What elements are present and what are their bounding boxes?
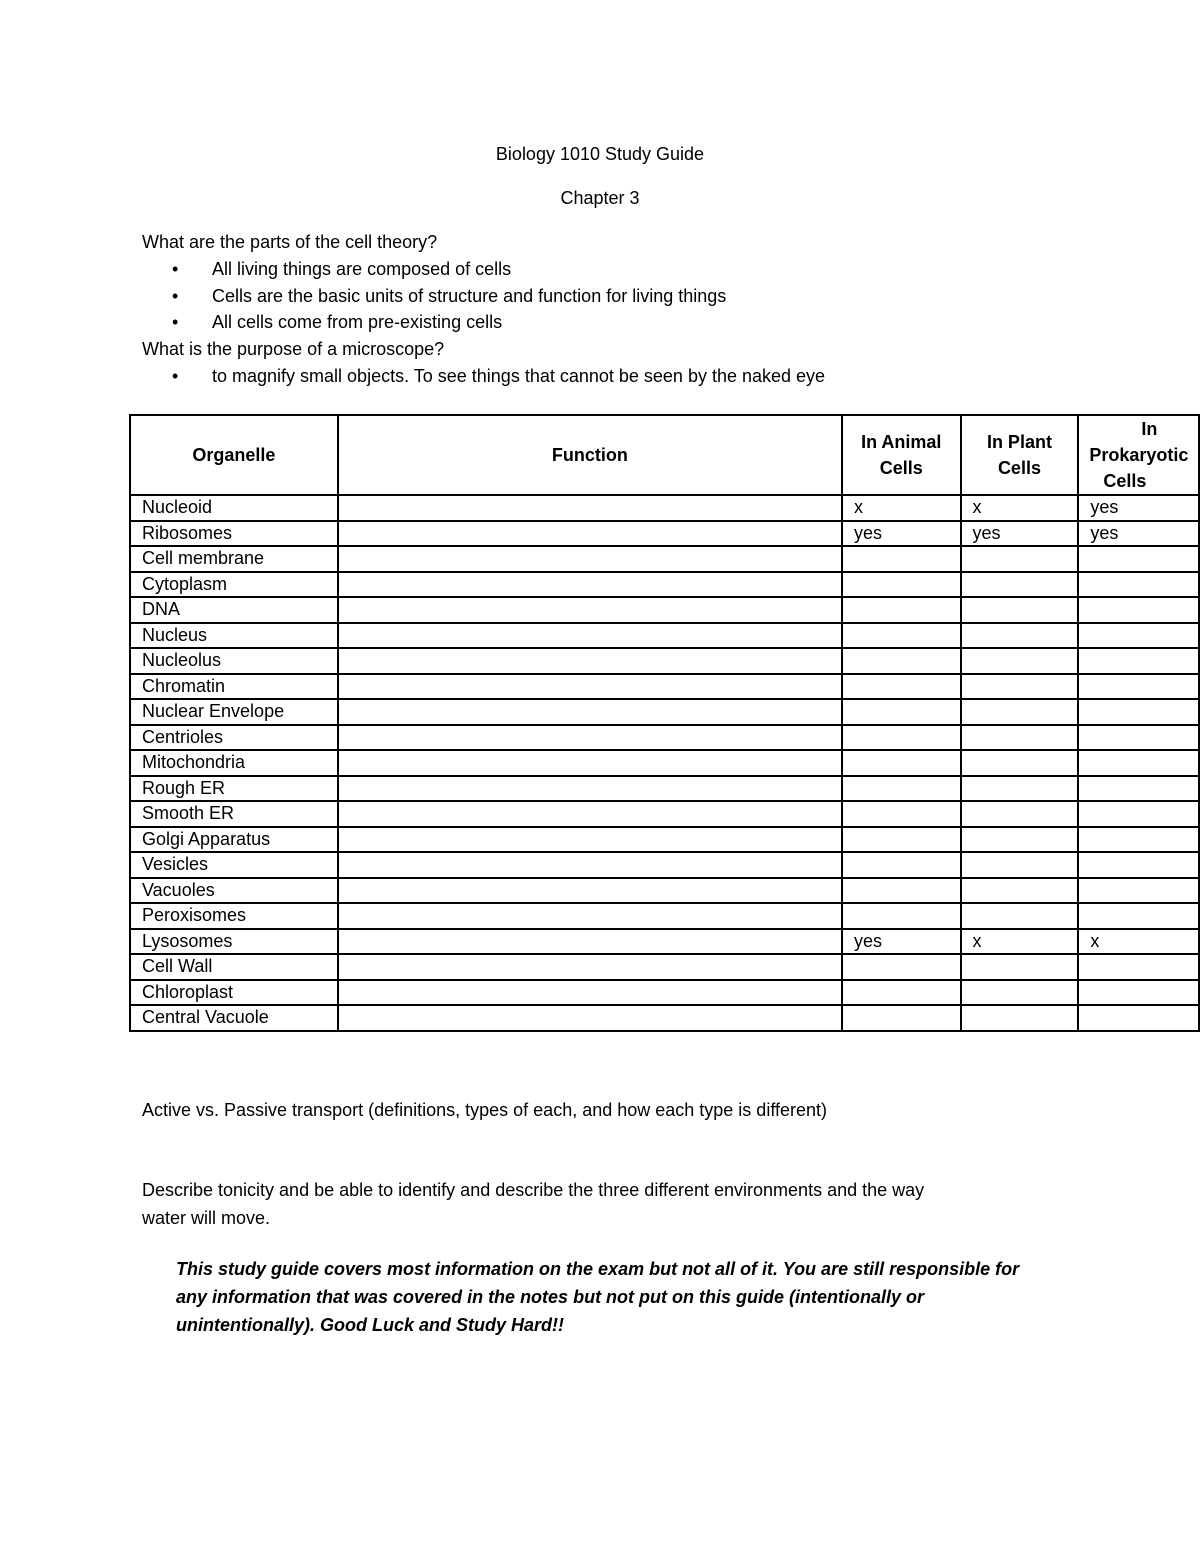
table-row (130, 980, 1199, 1006)
function-cell (338, 954, 842, 980)
table-row (130, 495, 1199, 521)
document-title: Biology 1010 Study Guide (495, 144, 705, 164)
organelle-cell: Central Vacuole (130, 1005, 338, 1031)
function-cell (338, 699, 842, 725)
function-cell (338, 776, 842, 802)
table-row (130, 878, 1199, 904)
table-row (130, 750, 1199, 776)
prokaryotic-cell (1078, 903, 1199, 929)
function-cell (338, 495, 842, 521)
plant-cell (961, 980, 1079, 1006)
organelle-cell: Lysosomes (130, 929, 338, 955)
table-row (130, 929, 1199, 955)
table-row (130, 1005, 1199, 1031)
prokaryotic-cell (1078, 725, 1199, 751)
header-animal-cells: In Animal Cells (842, 415, 961, 495)
bullet-icon: • (172, 366, 179, 386)
header-plant-cells: In Plant Cells (961, 415, 1079, 495)
plant-cell (961, 903, 1079, 929)
prokaryotic-cell: yes (1078, 521, 1199, 547)
table-row (130, 776, 1199, 802)
organelle-cell: Cell Wall (130, 954, 338, 980)
plant-cell: x (961, 495, 1079, 521)
bullet-icon: • (172, 286, 179, 306)
table-row (130, 521, 1199, 547)
organelle-cell: Cell membrane (130, 546, 338, 572)
table-row (130, 597, 1199, 623)
animal-cell (842, 980, 961, 1006)
animal-cell (842, 903, 961, 929)
organelle-cell: Vacuoles (130, 878, 338, 904)
organelle-cell: Chloroplast (130, 980, 338, 1006)
prokaryotic-cell (1078, 597, 1199, 623)
chapter-heading: Chapter 3 (560, 188, 640, 208)
plant-cell (961, 852, 1079, 878)
plant-cell (961, 597, 1079, 623)
header-function: Function (338, 415, 842, 495)
header-prokaryotic-cells: In Prokaryotic Cells (1078, 415, 1199, 495)
animal-cell: yes (842, 929, 961, 955)
function-cell (338, 801, 842, 827)
plant-cell (961, 648, 1079, 674)
function-cell (338, 878, 842, 904)
plant-cell (961, 674, 1079, 700)
plant-cell (961, 572, 1079, 598)
function-cell (338, 852, 842, 878)
tonicity-line: Describe tonicity and be able to identify and describe the three different environments and the way (142, 1180, 925, 1200)
animal-cell (842, 648, 961, 674)
table-row (130, 623, 1199, 649)
organelle-cell: Nucleoid (130, 495, 338, 521)
plant-cell (961, 750, 1079, 776)
prokaryotic-cell (1078, 546, 1199, 572)
table-row (130, 954, 1199, 980)
bullet-text: All cells come from pre-existing cells (212, 312, 503, 332)
animal-cell (842, 572, 961, 598)
function-cell (338, 903, 842, 929)
bullet-text: All living things are composed of cells (212, 259, 512, 279)
animal-cell (842, 954, 961, 980)
animal-cell (842, 1005, 961, 1031)
prokaryotic-cell (1078, 801, 1199, 827)
function-cell (338, 572, 842, 598)
function-cell (338, 1005, 842, 1031)
function-cell (338, 597, 842, 623)
animal-cell (842, 776, 961, 802)
prokaryotic-cell (1078, 954, 1199, 980)
animal-cell: x (842, 495, 961, 521)
plant-cell (961, 1005, 1079, 1031)
animal-cell (842, 750, 961, 776)
function-cell (338, 648, 842, 674)
organelle-cell: Rough ER (130, 776, 338, 802)
organelle-cell: Mitochondria (130, 750, 338, 776)
function-cell (338, 623, 842, 649)
animal-cell (842, 801, 961, 827)
table-row (130, 648, 1199, 674)
function-cell (338, 546, 842, 572)
animal-cell: yes (842, 521, 961, 547)
table-row (130, 827, 1199, 853)
animal-cell (842, 597, 961, 623)
organelle-cell: Smooth ER (130, 801, 338, 827)
prokaryotic-cell (1078, 878, 1199, 904)
header-organelle: Organelle (130, 415, 338, 495)
plant-cell (961, 954, 1079, 980)
table-row (130, 801, 1199, 827)
plant-cell (961, 699, 1079, 725)
table-row (130, 725, 1199, 751)
cell-theory-question: What are the parts of the cell theory? (142, 232, 438, 252)
table-header-row (130, 415, 1199, 495)
prokaryotic-cell (1078, 852, 1199, 878)
plant-cell (961, 827, 1079, 853)
organelle-cell: Cytoplasm (130, 572, 338, 598)
plant-cell (961, 725, 1079, 751)
table-row (130, 546, 1199, 572)
organelle-cell: Peroxisomes (130, 903, 338, 929)
bullet-text: Cells are the basic units of structure and function for living things (212, 286, 727, 306)
animal-cell (842, 699, 961, 725)
plant-cell (961, 546, 1079, 572)
animal-cell (842, 546, 961, 572)
prokaryotic-cell: x (1078, 929, 1199, 955)
bullet-icon: • (172, 259, 179, 279)
prokaryotic-cell (1078, 750, 1199, 776)
plant-cell (961, 623, 1079, 649)
function-cell (338, 980, 842, 1006)
animal-cell (842, 827, 961, 853)
microscope-question: What is the purpose of a microscope? (142, 339, 445, 359)
prokaryotic-cell (1078, 648, 1199, 674)
animal-cell (842, 623, 961, 649)
function-cell (338, 725, 842, 751)
animal-cell (842, 725, 961, 751)
plant-cell (961, 776, 1079, 802)
plant-cell: x (961, 929, 1079, 955)
function-cell (338, 827, 842, 853)
table-row (130, 903, 1199, 929)
function-cell (338, 674, 842, 700)
tonicity-line: water will move. (142, 1208, 271, 1228)
bullet-icon: • (172, 312, 179, 332)
note-line: unintentionally). Good Luck and Study Hard!! (176, 1315, 564, 1335)
prokaryotic-cell (1078, 827, 1199, 853)
transport-prompt: Active vs. Passive transport (definitions, types of each, and how each type is different) (142, 1100, 828, 1120)
prokaryotic-cell (1078, 699, 1199, 725)
function-cell (338, 929, 842, 955)
note-line: any information that was covered in the notes but not put on this guide (intentionally or (176, 1287, 925, 1307)
table-row (130, 572, 1199, 598)
organelle-cell: Golgi Apparatus (130, 827, 338, 853)
prokaryotic-cell (1078, 572, 1199, 598)
organelle-cell: Nucleolus (130, 648, 338, 674)
study-guide-note (176, 1255, 1076, 1339)
organelle-cell: Ribosomes (130, 521, 338, 547)
organelle-cell: Vesicles (130, 852, 338, 878)
plant-cell (961, 878, 1079, 904)
organelle-cell: Chromatin (130, 674, 338, 700)
organelle-cell: Centrioles (130, 725, 338, 751)
animal-cell (842, 674, 961, 700)
prokaryotic-cell (1078, 980, 1199, 1006)
prokaryotic-cell (1078, 623, 1199, 649)
tonicity-prompt (142, 1176, 924, 1232)
table-row (130, 699, 1199, 725)
organelle-cell: Nuclear Envelope (130, 699, 338, 725)
plant-cell (961, 801, 1079, 827)
function-cell (338, 750, 842, 776)
organelle-cell: Nucleus (130, 623, 338, 649)
prokaryotic-cell (1078, 1005, 1199, 1031)
table-row (130, 674, 1199, 700)
animal-cell (842, 852, 961, 878)
plant-cell: yes (961, 521, 1079, 547)
function-cell (338, 521, 842, 547)
table-row (130, 852, 1199, 878)
prokaryotic-cell: yes (1078, 495, 1199, 521)
prokaryotic-cell (1078, 776, 1199, 802)
bullet-text: to magnify small objects. To see things that cannot be seen by the naked eye (212, 366, 826, 386)
prokaryotic-cell (1078, 674, 1199, 700)
note-line: This study guide covers most information on the exam but not all of it. You are still responsible for (176, 1259, 1020, 1279)
organelle-table (129, 414, 1200, 1032)
animal-cell (842, 878, 961, 904)
organelle-cell: DNA (130, 597, 338, 623)
